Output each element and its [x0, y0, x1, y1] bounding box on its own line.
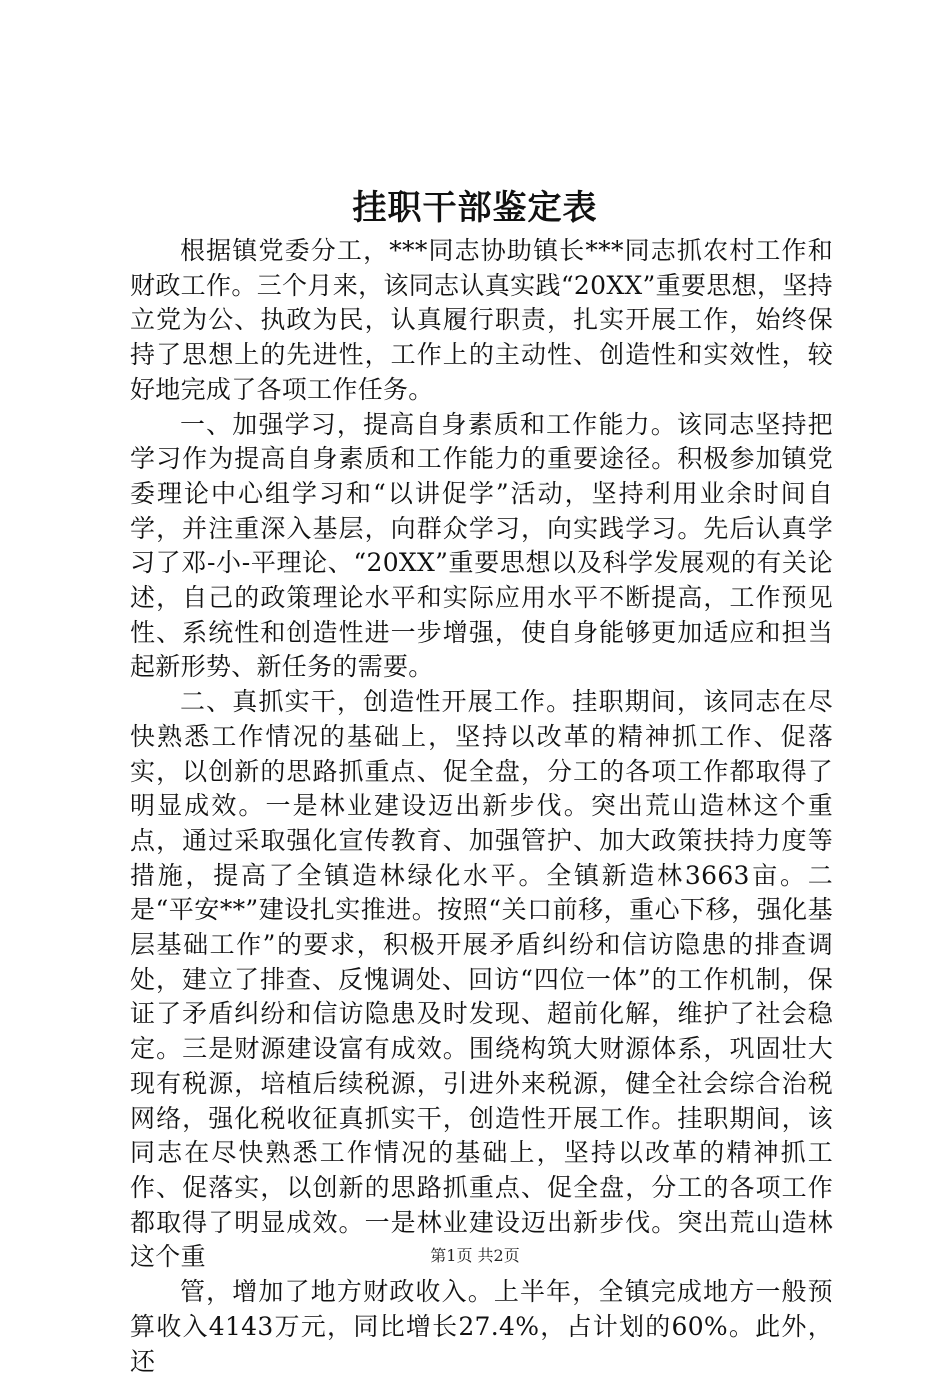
paragraph-intro: 根据镇党委分工，***同志协助镇长***同志抓农村工作和财政工作。三个月来，该同志认真实践“20XX”重要思想，坚持立党为公、执政为民，认真履行职责，扎实开展工作，始终保持了思想上的先进性，工作上的主动性、创造性和实效性，较好地完成了各项工作任务。 — [130, 236, 833, 404]
page-number-footer: 第1页 共2页 — [430, 1246, 520, 1265]
paragraph-finance: 管，增加了地方财政收入。上半年，全镇完成地方一般预算收入4143万元，同比增长27.4%，占计划的60%。此外，还 — [130, 1277, 833, 1376]
document-title: 挂职干部鉴定表 — [352, 188, 598, 228]
paragraph-study: 一、加强学习，提高自身素质和工作能力。该同志坚持把学习作为提高自身素质和工作能力的重要途径。积极参加镇党委理论中心组学习和“以讲促学”活动，坚持利用业余时间自学，并注重深入基层，向群众学习，向实践学习。先后认真学习了邓-小-平理论、“20XX”重要思想以及科学发展观的有关论述，自己的政策理论水平和实际应用水平不断提高，工作预见性、系统性和创造性进一步增强，使自身能够更加适应和担当起新形势、新任务的需要。 — [130, 409, 833, 682]
paragraph-work: 二、真抓实干，创造性开展工作。挂职期间，该同志在尽快熟悉工作情况的基础上，坚持以改革的精神抓工作、促落实，以创新的思路抓重点、促全盘，分工的各项工作都取得了明显成效。一是林业建设迈出新步伐。突出荒山造林这个重点，通过采取强化宣传教育、加强管护、加大政策扶持力度等措施，提高了全镇造林绿化水平。全镇新造林3663亩。二是“平安**”建设扎实推进。按照“关口前移，重心下移，强化基层基础工作”的要求，积极开展矛盾纠纷和信访隐患的排查调处，建立了排查、反愧调处、回访“四位一体”的工作机制，保证了矛盾纠纷和信访隐患及时发现、超前化解，维护了社会稳定。三是财源建设富有成效。围绕构筑大财源体系，巩固壮大现有税源，培植后续税源，引进外来税源，健全社会综合治税网络，强化税收征真抓实干，创造性开展工作。挂职期间，该同志在尽快熟悉工作情况的基础上，坚持以改革的精神抓工作、促落实，以创新的思路抓重点、促全盘，分工的各项工作都取得了明显成效。一是林业建设迈出新步伐。突出荒山造林这个重 — [130, 687, 833, 1272]
document-body — [130, 234, 833, 1379]
